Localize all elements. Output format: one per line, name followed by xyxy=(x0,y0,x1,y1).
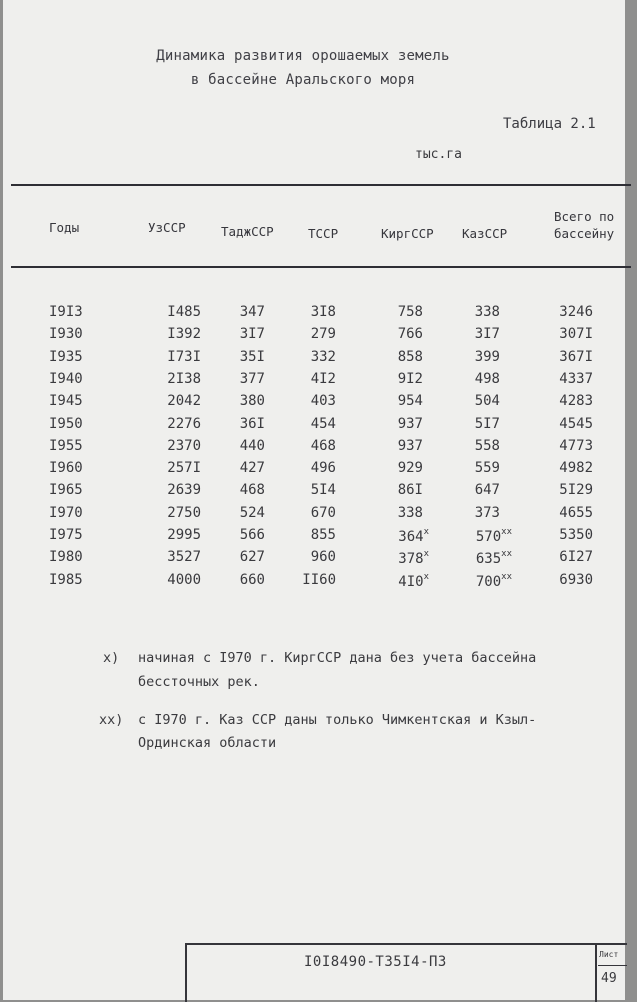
sheet-label: Лист xyxy=(599,950,619,959)
header-total xyxy=(554,208,614,242)
cell-kg: 4I0$^x$ xyxy=(398,571,429,590)
cell-kg: 937 xyxy=(397,415,423,432)
table-row xyxy=(3,549,625,571)
cell-tj: 440 xyxy=(239,437,265,454)
cell-kz: 399 xyxy=(474,348,500,365)
cell-total: 5350 xyxy=(559,527,593,543)
cell-tm: 5I4 xyxy=(310,482,336,499)
table-row xyxy=(3,326,625,348)
cell-tm: II60 xyxy=(302,571,336,588)
cell-kg: 9I2 xyxy=(397,370,423,387)
cell-kz: 498 xyxy=(474,370,500,387)
cell-tm: 4I2 xyxy=(310,370,336,387)
table-row xyxy=(3,349,625,371)
cell-tj: 660 xyxy=(239,571,265,588)
cell-uz: I73I xyxy=(167,348,201,365)
footnote-mark: xx xyxy=(501,549,512,560)
cell-total: 6I27 xyxy=(559,549,593,566)
title-block-stamp xyxy=(185,943,627,1002)
cell-kz: 504 xyxy=(474,393,500,410)
cell-tm: 279 xyxy=(310,326,336,343)
cell-uz: 4000 xyxy=(167,571,201,588)
sheet-label-rule xyxy=(598,965,627,966)
cell-uz: 2370 xyxy=(167,437,201,454)
cell-total: 4982 xyxy=(559,460,593,477)
table-row xyxy=(3,527,625,549)
cell-tj: 524 xyxy=(239,504,265,521)
cell-total: 4773 xyxy=(559,437,593,454)
cell-year: I930 xyxy=(49,326,83,343)
cell-uz: 2I38 xyxy=(167,370,201,387)
cell-year: I965 xyxy=(49,482,83,499)
header-kazssr: КазССР xyxy=(462,226,508,241)
table-row xyxy=(3,482,625,504)
cell-tj: 35I xyxy=(239,348,265,365)
cell-kz: 338 xyxy=(474,304,500,320)
cell-tj: 347 xyxy=(239,304,265,320)
table-row xyxy=(3,505,625,527)
cell-uz: 2042 xyxy=(167,393,201,410)
table-row xyxy=(3,393,625,415)
cell-year: I945 xyxy=(49,393,83,410)
cell-total: 4283 xyxy=(559,393,593,410)
header-total-line1: Всего по xyxy=(554,209,615,224)
cell-uz: 2995 xyxy=(167,527,201,543)
cell-tj: 627 xyxy=(239,549,265,566)
cell-tm: 468 xyxy=(310,437,336,454)
cell-tm: 403 xyxy=(310,393,336,410)
cell-total: 6930 xyxy=(559,571,593,588)
footnote-mark: x xyxy=(423,549,429,560)
cell-tm: 496 xyxy=(310,460,336,477)
cell-kz: 647 xyxy=(474,482,500,499)
footnote-mark: xx xyxy=(501,527,512,537)
cell-year: I935 xyxy=(49,348,83,365)
cell-uz: I485 xyxy=(167,304,201,320)
cell-kg: 758 xyxy=(397,304,423,320)
table-row xyxy=(3,572,625,594)
footnote-xx-line1: с I970 г. Каз ССР даны только Чимкентская и Кзыл- xyxy=(138,712,537,728)
table-title-line1: Динамика развития орошаемых земель xyxy=(156,48,450,64)
cell-uz: 3527 xyxy=(167,549,201,566)
cell-total: 3246 xyxy=(559,304,593,320)
cell-uz: 257I xyxy=(167,460,201,477)
cell-year: I9I3 xyxy=(49,304,83,320)
cell-kg: 937 xyxy=(397,437,423,454)
stamp-divider xyxy=(595,945,597,1002)
header-total-line2: бассейну xyxy=(554,226,615,241)
cell-kg: 766 xyxy=(397,326,423,343)
footnote-mark: x xyxy=(423,571,429,582)
cell-uz: I392 xyxy=(167,326,201,343)
footnote-marker-xx: xx) xyxy=(99,712,124,728)
sheet-number: 49 xyxy=(601,971,617,986)
footnote-xx-line2: Ординская области xyxy=(138,735,277,751)
unit-label: тыс.га xyxy=(415,147,462,162)
cell-total: 307I xyxy=(559,326,593,343)
cell-total: 367I xyxy=(559,348,593,365)
cell-year: I940 xyxy=(49,370,83,387)
cell-kg: 86I xyxy=(397,482,423,499)
header-kirgssr: КиргССР xyxy=(381,226,434,241)
header-uzssr: УзССР xyxy=(148,220,186,235)
cell-kg: 929 xyxy=(397,460,423,477)
cell-year: I985 xyxy=(49,571,83,588)
footnote-x-line2: бессточных рек. xyxy=(138,674,260,690)
cell-tm: 454 xyxy=(310,415,336,432)
cell-kg: 338 xyxy=(397,504,423,521)
header-top-rule xyxy=(11,184,631,186)
header-bottom-rule xyxy=(11,266,631,268)
cell-tj: 380 xyxy=(239,393,265,410)
cell-tm: 3I8 xyxy=(310,304,336,320)
cell-tj: 427 xyxy=(239,460,265,477)
cell-total: 4655 xyxy=(559,504,593,521)
footnote-x-line1: начиная с I970 г. КиргССР дана без учета бассейна xyxy=(138,650,537,666)
table-row xyxy=(3,438,625,460)
header-year: Годы xyxy=(49,220,80,235)
cell-kz: 700$^{xx}$ xyxy=(475,571,512,590)
cell-total: 4545 xyxy=(559,415,593,432)
cell-kz: 559 xyxy=(474,460,500,477)
footnote-mark: xx xyxy=(501,571,512,582)
cell-tm: 332 xyxy=(310,348,336,365)
cell-year: I955 xyxy=(49,437,83,454)
footnote-marker-x: x) xyxy=(103,650,120,666)
table-number: Таблица 2.1 xyxy=(503,116,596,132)
cell-kz: 3I7 xyxy=(474,326,500,343)
cell-kg: 378$^x$ xyxy=(398,549,429,568)
cell-tj: 468 xyxy=(239,482,265,499)
header-tadzhssr: ТаджССР xyxy=(221,224,274,239)
cell-tm: 960 xyxy=(310,549,336,566)
cell-uz: 2750 xyxy=(167,504,201,521)
cell-tm: 670 xyxy=(310,504,336,521)
cell-year: I980 xyxy=(49,549,83,566)
cell-year: I960 xyxy=(49,460,83,477)
table-row xyxy=(3,460,625,482)
cell-total: 5I29 xyxy=(559,482,593,499)
cell-year: I950 xyxy=(49,415,83,432)
cell-year: I975 xyxy=(49,527,83,543)
cell-tj: 3I7 xyxy=(239,326,265,343)
cell-kz: 570$^{xx}$ xyxy=(475,527,512,545)
header-tssr: ТССР xyxy=(308,226,339,241)
cell-kg: 954 xyxy=(397,393,423,410)
cell-uz: 2276 xyxy=(167,415,201,432)
document-page xyxy=(3,0,625,1000)
cell-kg: 364$^x$ xyxy=(398,527,429,545)
cell-total: 4337 xyxy=(559,370,593,387)
cell-tj: 36I xyxy=(239,415,265,432)
table-row xyxy=(3,371,625,393)
cell-year: I970 xyxy=(49,504,83,521)
footnote-mark: x xyxy=(423,527,429,537)
cell-tm: 855 xyxy=(310,527,336,543)
cell-kz: 5I7 xyxy=(474,415,500,432)
cell-kz: 373 xyxy=(474,504,500,521)
cell-tj: 566 xyxy=(239,527,265,543)
table-row xyxy=(3,416,625,438)
table-title-line2: в бассейне Аральского моря xyxy=(190,72,416,88)
cell-uz: 2639 xyxy=(167,482,201,499)
table-row xyxy=(3,304,625,326)
cell-kz: 635$^{xx}$ xyxy=(475,549,512,568)
document-code: I0I8490-Т35I4-ПЗ xyxy=(304,954,447,970)
cell-tj: 377 xyxy=(239,370,265,387)
cell-kz: 558 xyxy=(474,437,500,454)
cell-kg: 858 xyxy=(397,348,423,365)
